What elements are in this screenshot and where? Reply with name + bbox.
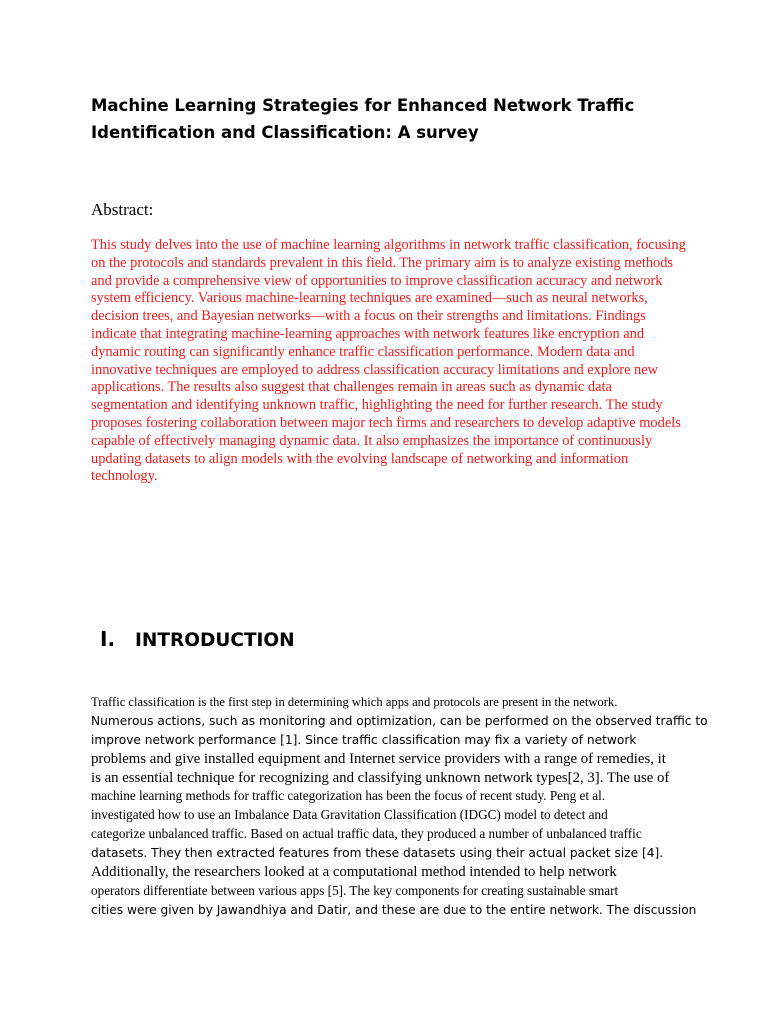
- text-line: investigated how to use an Imbalance Data Gravitation Classification (IDGC) model to detect and: [91, 807, 608, 823]
- section-heading-introduction: [100, 625, 295, 655]
- section-title: INTRODUCTION: [135, 630, 295, 651]
- text-line: datasets. They then extracted features from these datasets using their actual packet size [4].: [91, 846, 664, 861]
- text-line: operators differentiate between various apps [5]. The key components for creating sustainable smart: [91, 882, 619, 898]
- text-line-content: improve network performance [1]. Since traffic classification may fix a variety of network: [91, 732, 637, 747]
- abstract-text: This study delves into the use of machine learning algorithms in network traffic classification, focusing on the protocols and standards prevalent in this field. The primary aim is to analyze existing methods and provide a comprehensive view of opportunities to improve classification accuracy and network system efficiency. Various machine-learning techniques are examined—such as neural networks, decision trees, and Bayesian networks—with a focus on their strengths and limitations. Findings indicate that integrating machine-learning approaches with network features like encryption and dynamic routing can significantly enhance traffic classification performance. Modern data and innovative techniques are employed to address classification accuracy limitations and explore new applications. The results also suggest that challenges remain in areas such as dynamic data segmentation and identifying unknown traffic, highlighting the need for further research. The study proposes fostering collaboration between major tech firms and researchers to develop adaptive models capable of effectively managing dynamic data. It also emphasizes the importance of continuously updating datasets to align models with the evolving landscape of networking and information technology.: [91, 237, 686, 485]
- text-line: [91, 731, 691, 750]
- abstract-heading: Abstract:: [91, 200, 154, 219]
- section-number: I.: [100, 627, 116, 651]
- text-line: [91, 693, 691, 712]
- text-line: machine learning methods for traffic categorization has been the focus of recent study. Peng et al.: [91, 788, 606, 804]
- text-line: Numerous actions, such as monitoring and optimization, can be performed on the observed traffic to: [91, 713, 708, 728]
- text-line: categorize unbalanced traffic. Based on actual traffic data, they produced a number of unbalanced traffic: [91, 826, 642, 842]
- text-line: Additionally, the researchers looked at a computational method intended to help network: [91, 864, 617, 881]
- text-line: cities were given by Jawandhiya and Datir, and these are due to the entire network. The discussion: [91, 902, 697, 917]
- text-line: problems and give installed equipment and Internet service providers with a range of remedies, it: [91, 750, 666, 767]
- text-line-content: Traffic classification is the first step in determining which apps and protocols are present in the network.: [91, 695, 618, 709]
- text-line: is an essential technique for recognizing and classifying unknown network types[2, 3]. The use of: [91, 769, 670, 786]
- introduction-body: [91, 693, 708, 920]
- document-title: Machine Learning Strategies for Enhanced Network Traffic Identification and Classification: A survey: [91, 96, 635, 142]
